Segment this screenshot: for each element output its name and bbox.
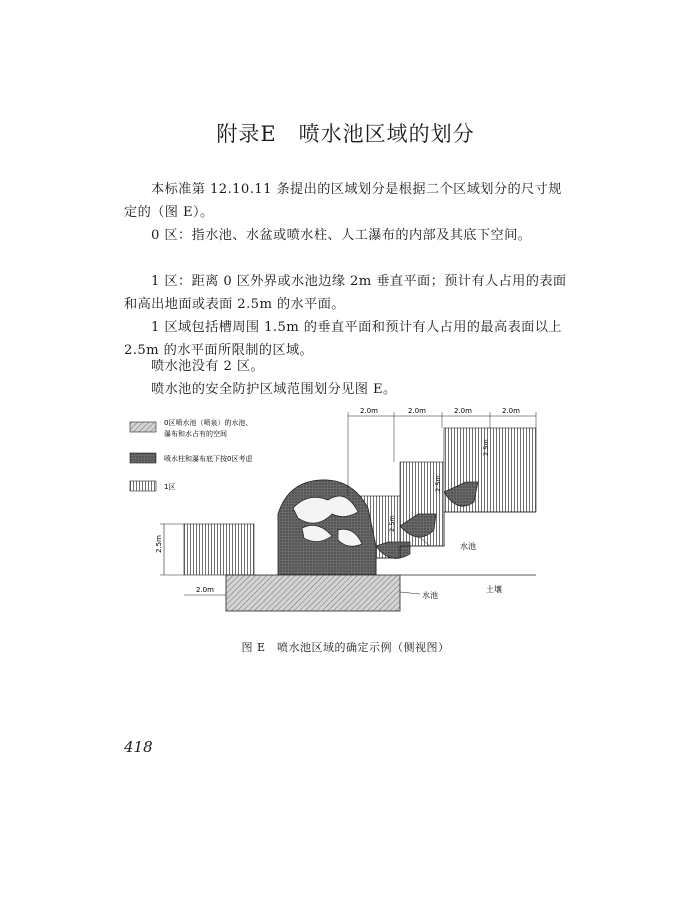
zone1-left: [184, 524, 254, 575]
dim-vertical-3: 2.5m: [482, 439, 490, 456]
paragraph-5: 喷水池没有 2 区。: [151, 359, 265, 374]
leader-line: [400, 592, 420, 594]
dim-bottom: 2.0m: [196, 586, 214, 594]
label-pool-small: 水池: [460, 542, 476, 551]
fountain-body: [278, 480, 376, 575]
figure-caption: 图 E 喷水池区域的确定示例（侧视图）: [241, 641, 450, 654]
page-number: 418: [124, 738, 153, 756]
legend-swatch-zone0: [130, 422, 156, 432]
dim-left-height: 2.5m: [155, 535, 163, 553]
dim-top-4: 2.0m: [502, 407, 520, 415]
legend-swatch-zone1: [130, 481, 156, 491]
dim-top-3: 2.0m: [454, 407, 472, 415]
page-title: 附录E 喷水池区域的划分: [216, 122, 475, 146]
paragraph-1: 本标准第 12.10.11 条提出的区域划分是根据二个区域划分的尺寸规定的（图 E）。: [124, 182, 562, 220]
legend-fountain: 喷水柱和瀑布底下按0区考虑: [164, 455, 253, 463]
paragraph-6: 喷水池的安全防护区域范围划分见图 E。: [151, 382, 397, 397]
dim-top-1: 2.0m: [360, 407, 378, 415]
paragraph-2: 0 区：指水池、水盆或喷水柱、人工瀑布的内部及其底下空间。: [151, 228, 532, 243]
legend-zone0-line1: 0区喷水池（喷泉）的水池、: [164, 419, 253, 427]
legend-zone1: 1区: [164, 483, 176, 491]
dim-vertical-2: 2.5m: [434, 475, 442, 492]
label-pool-main: 水池: [422, 591, 438, 600]
label-soil: 土壤: [486, 585, 502, 594]
legend-zone0-line2: 瀑布和水占有的空间: [164, 430, 227, 438]
dim-vertical-1: 2.5m: [388, 515, 396, 532]
main-pool: [226, 575, 400, 611]
dim-top-2: 2.0m: [408, 407, 426, 415]
paragraph-4: 1 区域包括槽周围 1.5m 的垂直平面和预计有人占用的最高表面以上 2.5m 的水平面所限制的区域。: [124, 320, 562, 358]
paragraph-3: 1 区：距离 0 区外界或水池边缘 2m 垂直平面；预计有人占用的表面和高出地面或表面 2.5m 的水平面。: [124, 274, 567, 312]
legend-swatch-fountain: [130, 453, 156, 463]
fountain-zone-diagram: [118, 396, 558, 628]
